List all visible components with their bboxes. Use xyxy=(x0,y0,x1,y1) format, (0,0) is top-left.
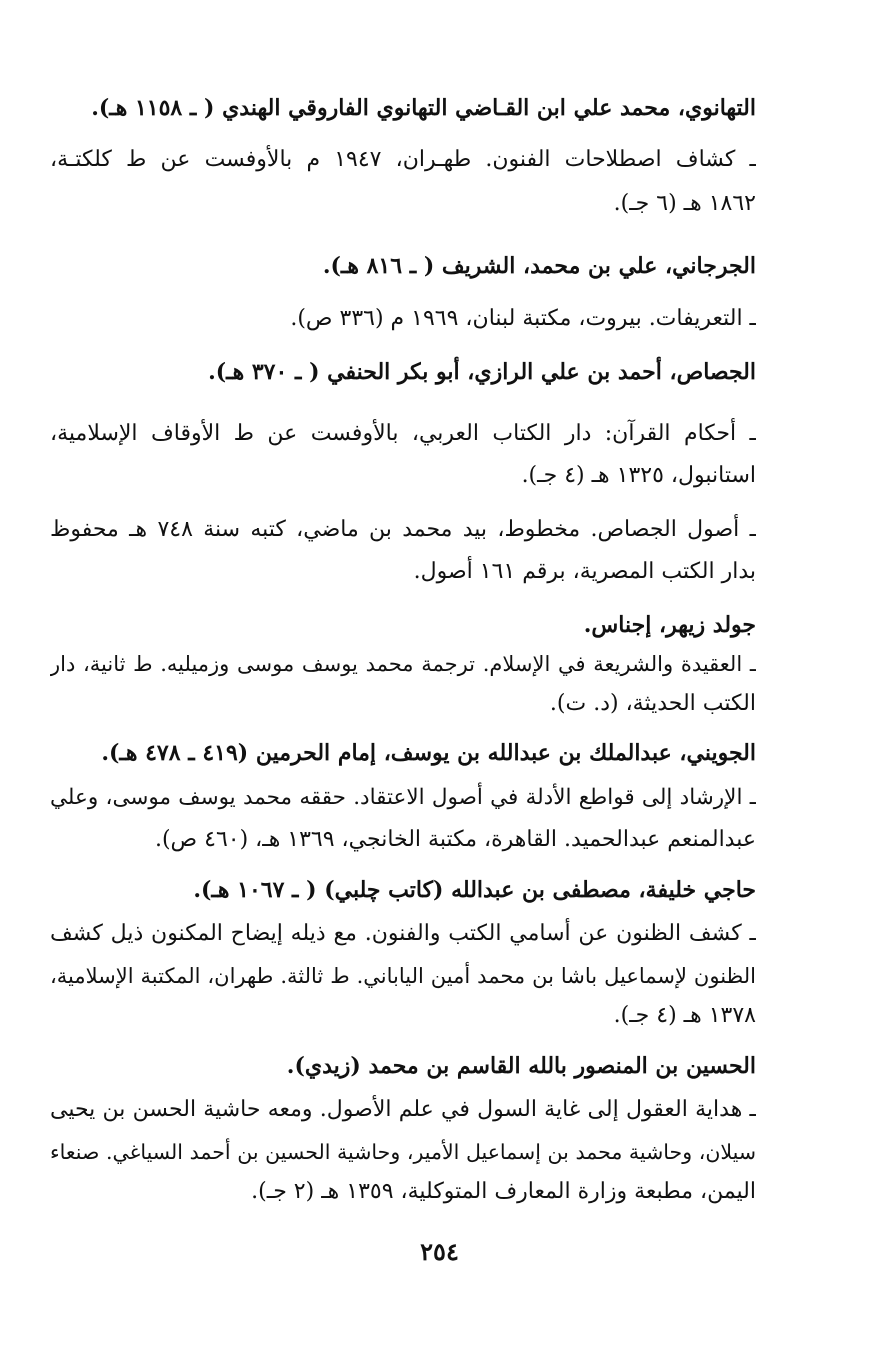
entry-work-line: ـ أصول الجصاص. مخطوط، بيد محمد بن ماضي، كتبه سنة ٧٤٨ هـ محفوظ xyxy=(50,517,756,542)
entry-author: حاجي خليفة، مصطفى بن عبدالله (كاتب چلبي) ( ـ ١٠٦٧ هـ). xyxy=(193,877,756,903)
bibliography-page xyxy=(50,0,756,1369)
entry-work-line: سيلان، وحاشية محمد بن إسماعيل الأمير، وحاشية الحسين بن أحمد السياغي. صنعاء xyxy=(50,1140,756,1164)
entry-work-line: ـ كشف الظنون عن أسامي الكتب والفنون. مع ذيله إيضاح المكنون ذيل كشف xyxy=(50,921,756,946)
entry-work-line: ـ التعريفات. بيروت، مكتبة لبنان، ١٩٦٩ م (٣٣٦ ص). xyxy=(290,306,756,331)
entry-work-line: بدار الكتب المصرية، برقم ١٦١ أصول. xyxy=(413,559,756,584)
entry-author: الجرجاني، علي بن محمد، الشريف ( ـ ٨١٦ هـ). xyxy=(322,253,756,279)
entry-author: التهانوي، محمد علي ابن القـاضي التهانوي الفاروقي الهندي ( ـ ١١٥٨ هـ). xyxy=(91,95,756,121)
entry-author: الجصاص، أحمد بن علي الرازي، أبو بكر الحنفي ( ـ ٣٧٠ هـ). xyxy=(208,359,756,385)
entry-work-line: الكتب الحديثة، (د. ت). xyxy=(549,691,756,716)
entry-author: الحسين بن المنصور بالله القاسم بن محمد (زيدي). xyxy=(286,1053,756,1079)
entry-author: جولد زيهر، إجناس. xyxy=(583,612,756,638)
entry-author: الجويني، عبدالملك بن عبدالله بن يوسف، إمام الحرمين (٤١٩ ـ ٤٧٨ هـ). xyxy=(101,740,756,766)
entry-work-line: ـ أحكام القرآن: دار الكتاب العربي، بالأوفست عن ط الأوقاف الإسلامية، xyxy=(50,421,756,446)
entry-work-line: ـ هداية العقول إلى غاية السول في علم الأصول. ومعه حاشية الحسن بن يحيى xyxy=(50,1097,756,1122)
entry-work-line: ـ الإرشاد إلى قواطع الأدلة في أصول الاعتقاد. حققه محمد يوسف موسى، وعلي xyxy=(50,785,756,810)
entry-work-line: الظنون لإسماعيل باشا بن محمد أمين الياباني. ط ثالثة. طهران، المكتبة الإسلامية، xyxy=(50,964,756,988)
entry-work-line: اليمن، مطبعة وزارة المعارف المتوكلية، ١٣٥٩ هـ (٢ جـ). xyxy=(251,1179,756,1204)
page-number: ٢٥٤ xyxy=(420,1237,459,1266)
entry-work-line: ـ العقيدة والشريعة في الإسلام. ترجمة محمد يوسف موسى وزميليه. ط ثانية، دار xyxy=(50,652,756,676)
entry-work-line: ١٣٧٨ هـ (٤ جـ). xyxy=(613,1003,756,1028)
entry-work-line: استانبول، ١٣٢٥ هـ (٤ جـ). xyxy=(521,463,756,488)
entry-work-line: عبدالمنعم عبدالحميد. القاهرة، مكتبة الخانجي، ١٣٦٩ هـ، (٤٦٠ ص). xyxy=(154,827,756,852)
entry-work-line: ـ كشاف اصطلاحات الفنون. طهـران، ١٩٤٧ م بالأوفست عن ط كلكتـة، xyxy=(50,147,756,172)
entry-work-line: ١٨٦٢ هـ (٦ جـ). xyxy=(613,191,756,216)
